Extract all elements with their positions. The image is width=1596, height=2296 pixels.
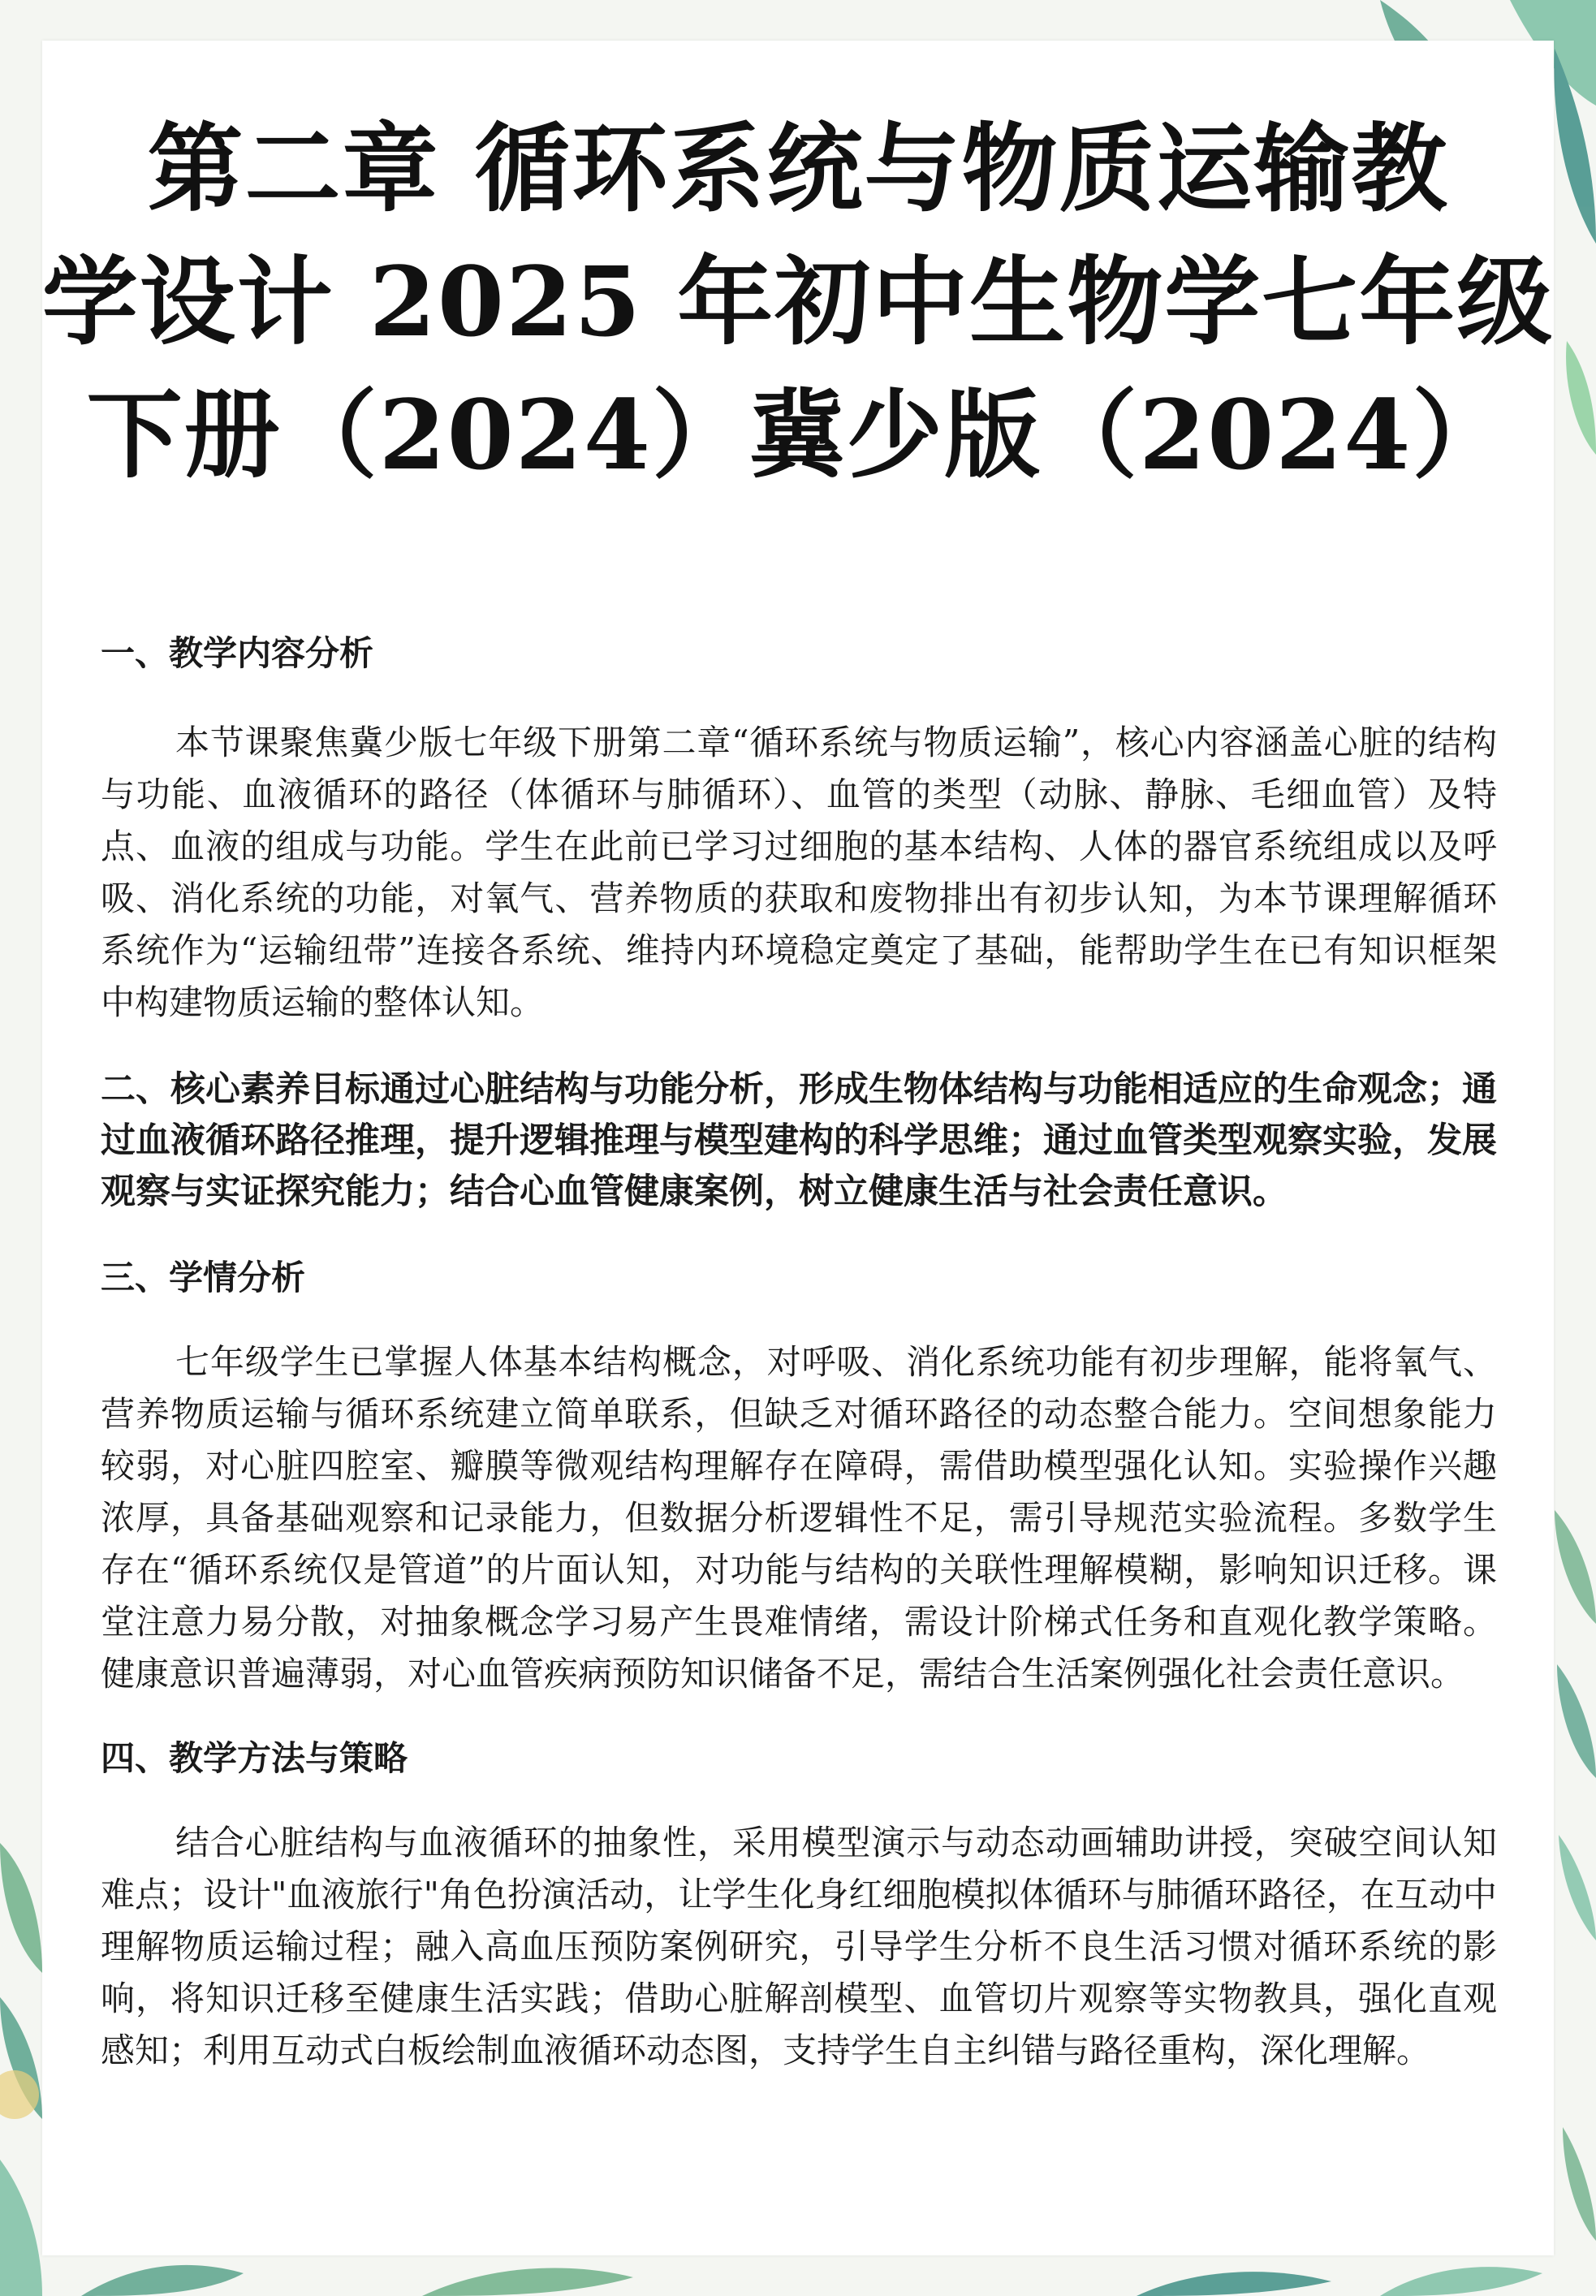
leaf-cluster-bottom-icon: [81, 2265, 1542, 2296]
paragraph-core-literacy-goals: 二、核心素养目标通过心脏结构与功能分析，形成生物体结构与功能相适应的生命观念；通过血液循环路径推理，提升逻辑推理与模型建构的科学思维；通过血管类型观察实验，发展观察与实证探究能力；结合心血管健康案例，树立健康生活与社会责任意识。: [101, 1069, 1497, 1212]
section-heading-methods: 四、教学方法与策略: [101, 1738, 408, 1778]
document-title: [0, 102, 1596, 502]
paragraph-learner-analysis: 七年级学生已掌握人体基本结构概念，对呼吸、消化系统功能有初步理解，能将氧气、营养物质运输与循环系统建立简单联系，但缺乏对循环路径的动态整合能力。空间想象能力较弱，对心脏四腔室、瓣膜等微观结构理解存在障碍，需借助模型强化认知。实验操作兴趣浓厚，具备基础观察和记录能力，但数据分析逻辑性不足，需引导规范实验流程。多数学生存在“循环系统仅是管道”的片面认知，对功能与结构的关联性理解模糊，影响知识迁移。课堂注意力易分散，对抽象概念学习易产生畏难情绪，需设计阶梯式任务和直观化教学策略。健康意识普遍薄弱，对心血管疾病预防知识储备不足，需结合生活案例强化社会责任意识。: [101, 1342, 1497, 1694]
section-heading-content-analysis: 一、教学内容分析: [101, 633, 374, 673]
title-line-2: 学设计 2025 年初中生物学七年级: [41, 245, 1555, 358]
leaf-cluster-right-icon: [1555, 1510, 1596, 2241]
leaf-cluster-left-icon: [0, 1843, 42, 2296]
document-body: [101, 629, 1497, 2077]
title-line-3: 下册（2024）冀少版（2024）: [86, 378, 1510, 491]
paragraph-methods: 结合心脏结构与血液循环的抽象性，采用模型演示与动态动画辅助讲授，突破空间认知难点；设计"血液旅行"角色扮演活动，让学生化身红细胞模拟体循环与肺循环路径，在互动中理解物质运输过程；融入高血压预防案例研究，引导学生分析不良生活习惯对循环系统的影响，将知识迁移至健康生活实践；借助心脏解剖模型、血管切片观察等实物教具，强化直观感知；利用互动式白板绘制血液循环动态图，支持学生自主纠错与路径重构，深化理解。: [101, 1823, 1497, 2070]
paragraph-content-analysis: 本节课聚焦冀少版七年级下册第二章“循环系统与物质运输”，核心内容涵盖心脏的结构与功能、血液循环的路径（体循环与肺循环）、血管的类型（动脉、静脉、毛细血管）及特点、血液的组成与功能。学生在此前已学习过细胞的基本结构、人体的器官系统组成以及呼吸、消化系统的功能，对氧气、营养物质的获取和废物排出有初步认知，为本节课理解循环系统作为“运输纽带”连接各系统、维持内环境稳定奠定了基础，能帮助学生在已有知识框架中构建物质运输的整体认知。: [101, 723, 1497, 1022]
section-heading-learner-analysis: 三、学情分析: [101, 1258, 306, 1297]
title-line-1: 第二章 循环系统与物质运输教: [147, 112, 1449, 225]
